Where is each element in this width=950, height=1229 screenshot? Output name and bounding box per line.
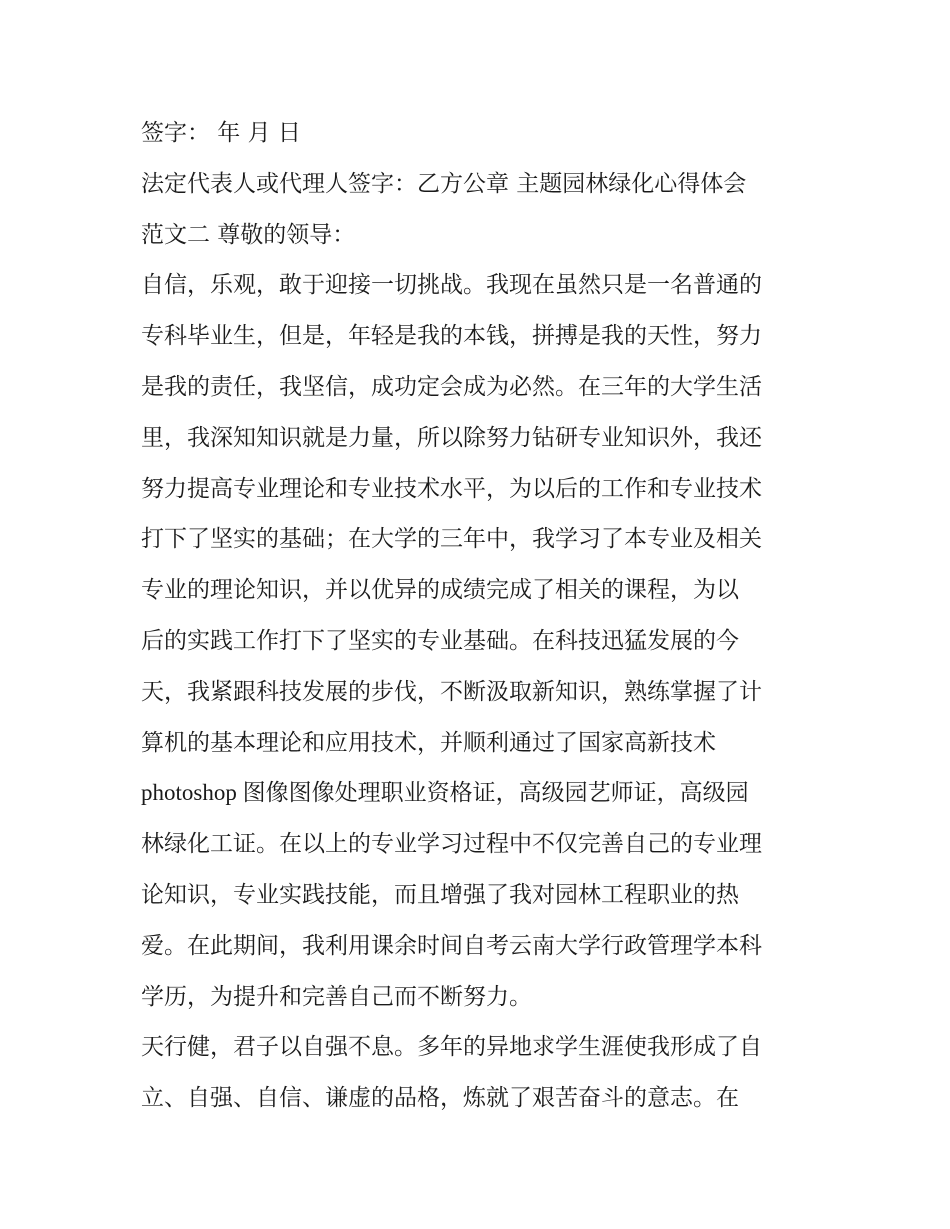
body-line: 后的实践工作打下了坚实的专业基础。在科技迅猛发展的今 — [141, 627, 739, 654]
body-line: 爱。在此期间，我利用课余时间自考云南大学行政管理学本科 — [141, 932, 762, 959]
representative-signature-line: 法定代表人或代理人签字：乙方公章 主题园林绿化心得体会 — [141, 170, 747, 197]
body-line: 里，我深知知识就是力量，所以除努力钻研专业知识外，我还 — [141, 424, 762, 451]
body-line: 学历，为提升和完善自己而不断努力。 — [141, 983, 532, 1010]
document-body — [141, 108, 821, 1124]
body-line: photoshop 图像图像处理职业资格证，高级园艺师证，高级园 — [141, 780, 749, 806]
body-line: 林绿化工证。在以上的专业学习过程中不仅完善自己的专业理 — [141, 831, 762, 858]
body-line: 天行健，君子以自强不息。多年的异地求学生涯使我形成了自 — [141, 1034, 762, 1061]
body-line: 算机的基本理论和应用技术，并顺利通过了国家高新技术 — [141, 729, 716, 756]
body-line: 打下了坚实的基础；在大学的三年中，我学习了本专业及相关 — [141, 526, 762, 553]
body-line: 是我的责任，我坚信，成功定会成为必然。在三年的大学生活 — [141, 373, 762, 400]
signature-date-line: 签字： 年 月 日 — [141, 120, 301, 146]
salutation-line: 范文二 尊敬的领导： — [141, 221, 356, 248]
body-line: 自信，乐观，敢于迎接一切挑战。我现在虽然只是一名普通的 — [141, 272, 762, 299]
body-line: 立、自强、自信、谦虚的品格，炼就了艰苦奋斗的意志。在 — [141, 1085, 739, 1112]
body-line: 专科毕业生，但是，年轻是我的本钱，拼搏是我的天性，努力 — [141, 323, 762, 350]
body-line: 专业的理论知识，并以优异的成绩完成了相关的课程，为以 — [141, 577, 739, 604]
body-line: 天，我紧跟科技发展的步伐，不断汲取新知识，熟练掌握了计 — [141, 678, 762, 705]
body-line: 论知识，专业实践技能，而且增强了我对园林工程职业的热 — [141, 881, 739, 908]
body-line: 努力提高专业理论和专业技术水平，为以后的工作和专业技术 — [141, 475, 762, 502]
